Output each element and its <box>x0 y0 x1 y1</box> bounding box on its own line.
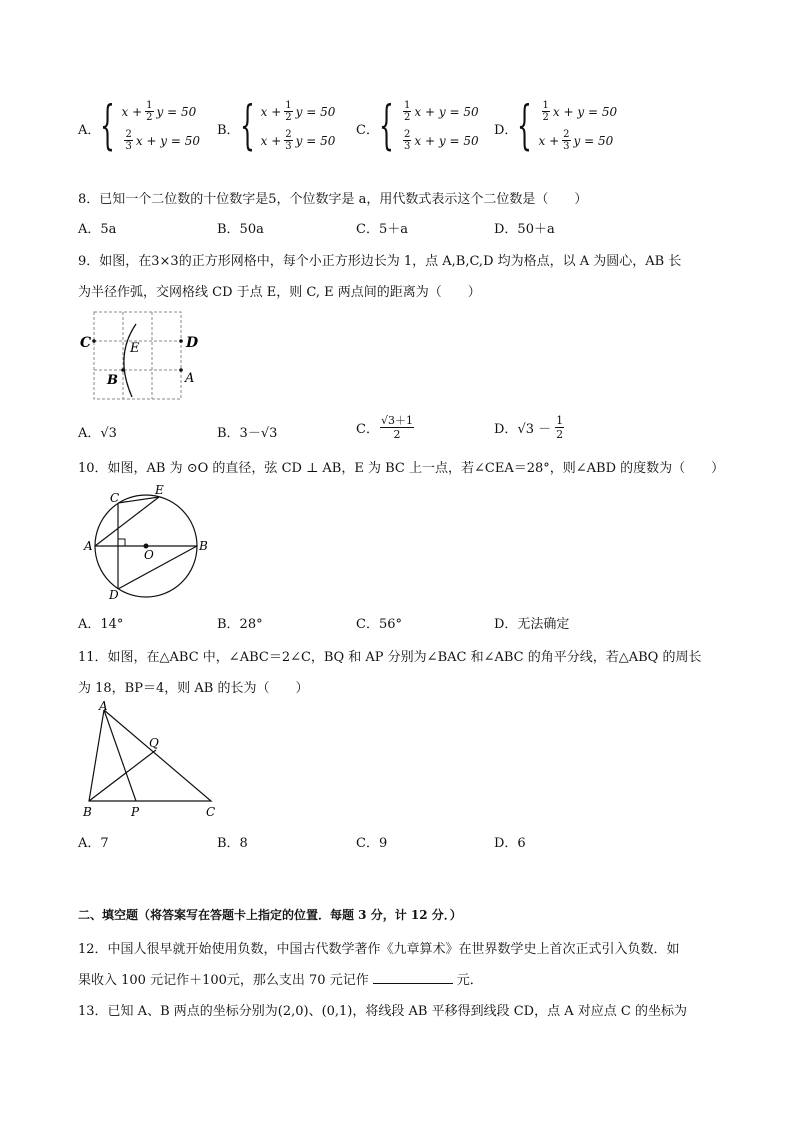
q9-option-c-frac <box>380 414 414 441</box>
equation-fraction <box>562 129 570 152</box>
q9-label-e: E <box>130 341 140 356</box>
equation-prefix: x + <box>260 133 282 148</box>
q7-option-d <box>494 96 618 156</box>
fraction-numerator: 2 <box>125 129 132 140</box>
q9-option-b: B．3－√3 <box>217 426 278 441</box>
equation-suffix: x + y = 50 <box>135 133 201 148</box>
q8-stem: 8．已知一个二位数的十位数字是5，个位数字是 a，用代数式表示这个二位数是（ ） <box>78 192 588 207</box>
equation-fraction <box>403 129 411 152</box>
brace-icon: { <box>239 96 255 156</box>
q7-equation <box>261 100 336 123</box>
q7-equation <box>400 129 479 152</box>
q7-option-letter: B． <box>217 122 240 138</box>
equation-prefix: x + <box>538 133 560 148</box>
fraction-denominator: 3 <box>563 141 570 152</box>
fraction-denominator: 2 <box>404 112 411 123</box>
fraction-denominator: 3 <box>404 141 411 152</box>
equation-suffix: y = 50 <box>156 104 197 119</box>
q11-triangle-figure <box>80 700 230 822</box>
q7-option-letter: C． <box>356 122 379 138</box>
q9-option-c <box>356 414 415 441</box>
q12-stem-line2 <box>78 969 483 988</box>
equation-fraction <box>124 129 132 152</box>
q10-option-d: D．无法确定 <box>494 617 570 632</box>
q10-stem: 10．如图，AB 为 ⊙O 的直径，弦 CD ⊥ AB，E 为 BC 上一点，若∠CEA＝28°，则∠ABD 的度数为（ ） <box>78 461 725 476</box>
q11-option-d: D．6 <box>494 836 526 851</box>
q12-line2-post: 元． <box>456 973 483 988</box>
q11-option-c: C．9 <box>356 836 388 851</box>
equation-suffix: y = 50 <box>573 133 614 148</box>
q10-option-c: C．56° <box>356 617 402 632</box>
q7-equation <box>121 129 200 152</box>
equation-suffix: x + y = 50 <box>552 104 618 119</box>
equation-suffix: x + y = 50 <box>414 133 479 148</box>
q7-option-letter: A． <box>78 122 101 138</box>
q10-label-b: B <box>199 539 208 553</box>
equation-suffix: x + y = 50 <box>414 104 479 119</box>
q8-option-d: D．50＋a <box>494 222 555 237</box>
q7-equation <box>539 100 618 123</box>
fraction-numerator: 2 <box>404 129 411 140</box>
q11-option-a: A．7 <box>78 836 109 851</box>
q7-option-c <box>356 96 479 156</box>
q9-option-d-frac <box>555 414 564 441</box>
q11-label-b: B <box>83 805 92 819</box>
q10-label-o: O <box>144 548 154 562</box>
equation-fraction <box>284 129 292 152</box>
q11-label-p: P <box>131 805 140 819</box>
equation-fraction <box>403 100 411 123</box>
q12-stem-line1: 12．中国人很早就开始使用负数，中国古代数学著作《九章算术》在世界数学史上首次正式引入负数．如 <box>78 942 680 957</box>
q11-option-b: B．8 <box>217 836 248 851</box>
section-fill-in-heading: 二、填空题（将答案写在答题卡上指定的位置．每题 3 分，计 12 分．） <box>78 908 462 922</box>
equation-prefix: x + <box>260 104 282 119</box>
q12-answer-blank[interactable] <box>373 971 453 984</box>
q9-label-b: B <box>107 373 118 388</box>
q7-equation <box>400 100 479 123</box>
q9-label-c: C <box>80 335 92 351</box>
q11-label-c: C <box>206 805 216 819</box>
q9-option-d <box>494 414 565 441</box>
q7-equation <box>121 100 200 123</box>
q7-option-b <box>217 96 336 156</box>
fraction-denominator: 2 <box>542 112 549 123</box>
q10-option-a: A．14° <box>78 617 124 632</box>
q10-label-c: C <box>110 491 120 505</box>
q12-line2-pre: 果收入 100 元记作＋100元，那么支出 70 元记作 <box>78 973 369 988</box>
fraction-numerator: 2 <box>563 129 570 140</box>
q11-stem-line1: 11．如图，在△ABC 中，∠ABC＝2∠C，BQ 和 AP 分别为∠BAC 和∠ABC 的角平分线，若△ABQ 的周长 <box>78 650 702 665</box>
q10-label-d: D <box>109 588 119 602</box>
equation-fraction <box>542 100 550 123</box>
q8-option-a: A．5a <box>78 222 117 237</box>
equation-fraction <box>145 100 153 123</box>
q7-equation <box>539 129 618 152</box>
q10-option-b: B．28° <box>217 617 263 632</box>
fraction-numerator: 1 <box>146 100 153 111</box>
q8-option-b: B．50a <box>217 222 264 237</box>
q9-grid-figure <box>76 306 199 402</box>
fraction-numerator: 2 <box>285 129 292 140</box>
q11-stem-line2: 为 18，BP＝4，则 AB 的长为（ ） <box>78 681 309 696</box>
fraction-numerator: 1 <box>404 100 411 111</box>
q13-stem-line1: 13．已知 A、B 两点的坐标分别为(2,0)、(0,1)，将线段 AB 平移得到线段 CD，点 A 对应点 C 的坐标为 <box>78 1004 687 1019</box>
fraction-numerator: 1 <box>542 100 549 111</box>
q11-label-q: Q <box>149 736 159 750</box>
fraction-denominator: 2 <box>285 112 292 123</box>
q7-equation <box>261 129 336 152</box>
q7-option-a <box>78 96 201 156</box>
q11-label-a: A <box>99 699 108 713</box>
fraction-denominator: 2 <box>146 112 153 123</box>
fraction-numerator: 1 <box>285 100 292 111</box>
brace-icon: { <box>100 96 116 156</box>
q9-option-d-num: 1 <box>556 414 564 427</box>
q10-circle-figure <box>82 482 212 602</box>
q9-option-a: A．√3 <box>78 426 117 441</box>
q8-option-c: C．5＋a <box>356 222 408 237</box>
q9-label-d: D <box>186 335 199 351</box>
q9-option-c-letter: C． <box>356 422 379 437</box>
q9-option-d-pre: √3 － <box>517 422 552 437</box>
equation-fraction <box>284 100 292 123</box>
brace-icon: { <box>378 96 394 156</box>
equation-suffix: y = 50 <box>295 104 336 119</box>
q10-label-e: E <box>155 483 164 497</box>
q7-option-letter: D． <box>494 122 518 138</box>
q10-label-a: A <box>84 539 93 553</box>
q9-option-d-letter: D． <box>494 422 518 437</box>
equation-prefix: x + <box>121 104 143 119</box>
brace-icon: { <box>517 96 533 156</box>
fraction-denominator: 3 <box>125 141 132 152</box>
q9-stem-line2: 为半径作弧，交网格线 CD 于点 E，则 C, E 两点间的距离为（ ） <box>78 285 481 300</box>
q9-label-a: A <box>185 371 195 386</box>
q9-option-d-den: 2 <box>556 428 564 441</box>
q9-option-c-den: 2 <box>393 428 401 441</box>
q9-option-c-num: √3＋1 <box>380 414 413 427</box>
q9-stem-line1: 9．如图，在3×3的正方形网格中，每个小正方形边长为 1，点 A,B,C,D 均为格点，以 A 为圆心，AB 长 <box>78 254 682 269</box>
equation-suffix: y = 50 <box>295 133 336 148</box>
fraction-denominator: 3 <box>285 141 292 152</box>
